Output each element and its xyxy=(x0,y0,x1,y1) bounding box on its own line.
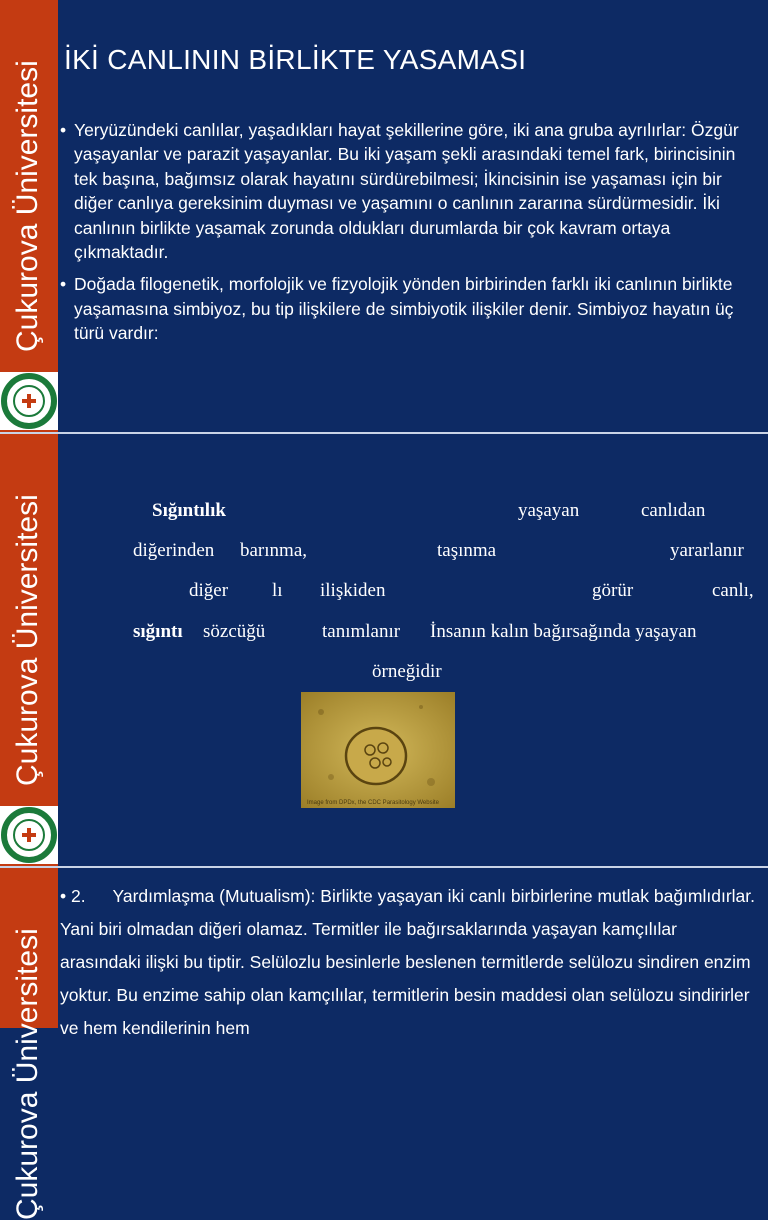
text-word: görür xyxy=(592,580,634,601)
text-word: örneğidir xyxy=(372,661,442,682)
slide-3 xyxy=(0,868,768,1220)
text-word: canlı, xyxy=(712,580,754,601)
text-word: taşınma xyxy=(437,540,497,561)
term-word: sığıntı xyxy=(133,621,183,642)
university-sidebar xyxy=(0,434,58,866)
university-logo xyxy=(0,372,58,430)
university-name: Çukurova Üniversitesi xyxy=(11,928,44,1220)
university-sidebar xyxy=(0,0,58,432)
text-word: barınma, xyxy=(240,540,308,561)
bullet-list xyxy=(60,118,760,354)
mutualism-paragraph xyxy=(60,880,760,1045)
microscope-image xyxy=(301,692,455,808)
bullet-dot: • xyxy=(60,886,67,906)
slide-title: İKİ CANLININ BİRLİKTE YASAMASI xyxy=(64,44,527,75)
text-word: tanımlanır xyxy=(322,621,401,642)
university-name: Çukurova Üniversitesi xyxy=(11,60,44,352)
text-word: yaşayan xyxy=(518,500,580,521)
image-caption: Image from DPDx, the CDC Parasitology Website xyxy=(307,800,439,806)
text-word: canlıdan xyxy=(641,500,706,521)
bullet-number: 2. xyxy=(71,886,86,906)
bullet-item: • Yeryüzündeki canlılar, yaşadıkları hayat şekillerine göre, iki ana gruba ayrılırlar: Özgür yaşayanlar ve parazit yaşayanlar. Bu iki yaşam şekli arasındaki temel fark, birincisinin tek başına, bağımsız olarak hayatını sürdürebilmesi; İkincisinin ise yaşaması için bir diğer canlıya gereksinim duyması ve yaşamını o canlının zararına sürdürmesidir. İki canlının birlikte yaşamak zorunda oldukları durumlarda bir çok kavram ortaya çıkmaktadır. xyxy=(60,120,739,263)
text-word: diğer xyxy=(189,580,229,601)
term-word: Sığıntılık xyxy=(152,500,226,521)
text-word: ilişkiden xyxy=(320,580,386,601)
slide-1 xyxy=(0,0,768,432)
text-word: İnsanın kalın bağırsağında yaşayan xyxy=(430,621,697,642)
text-word: diğerinden xyxy=(133,540,215,561)
university-logo xyxy=(0,806,58,864)
text-word: sözcüğü xyxy=(203,621,266,642)
university-sidebar xyxy=(0,868,58,1220)
slide-2 xyxy=(0,434,768,866)
text-word: lı xyxy=(272,580,283,601)
bullet-item: • Doğada filogenetik, morfolojik ve fizyolojik yönden birbirinden farklı iki canlının birlikte yaşamasına simbiyoz, bu tip ilişkilere de simbiyotik ilişkiler denir. Simbiyoz hayatın üç türü vardır: xyxy=(60,274,734,344)
mutualism-text: Yardımlaşma (Mutualism): Birlikte yaşayan iki canlı birbirlerine mutlak bağımlıdırlar. Yani biri olmadan diğeri olamaz. Termitler ile bağırsaklarında yaşayan kamçılılar arasındaki ilişki bu tiptir. Selülozlu besinlerle beslenen termitlerde selülozu sindiren enzim yoktur. Bu enzime sahip olan kamçılılar, termitlerin besin maddesi olan selülozu sindirirler ve hem kendilerinin hem xyxy=(60,886,756,1038)
text-word: yararlanır xyxy=(670,540,744,561)
university-name: Çukurova Üniversitesi xyxy=(11,494,44,786)
